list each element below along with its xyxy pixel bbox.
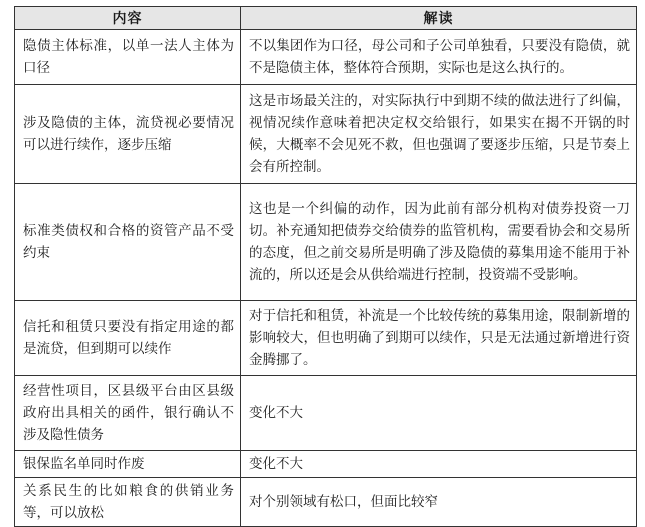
table-row — [15, 301, 637, 376]
row-content-cell: 银保监名单同时作废 — [15, 451, 241, 478]
row-interpretation-cell: 这也是一个纠偏的动作，因为此前有部分机构对债券投资一刀切。补充通知把债券交给债券的监管机构，需要看协会和交易所的态度，但之前交易所是明确了涉及隐债的募集用途不能用于补流的，所以还是会从供给端进行控制，投资端不受影响。 — [241, 184, 637, 301]
row-interpretation-cell: 变化不大 — [241, 451, 637, 478]
table-row — [15, 184, 637, 301]
row-content-cell: 经营性项目，区县级平台由区县级政府出具相关的函件，银行确认不涉及隐性债务 — [15, 376, 241, 451]
row-interpretation-cell: 对于信托和租赁，补流是一个比较传统的募集用途，限制新增的影响较大，但也明确了到期可以续作，只是无法通过新增进行资金腾挪了。 — [241, 301, 637, 376]
table-row — [15, 30, 637, 85]
table-row — [15, 478, 637, 527]
table-row — [15, 376, 637, 451]
header-content: 内容 — [15, 7, 241, 30]
row-interpretation-cell: 不以集团作为口径，母公司和子公司单独看，只要没有隐债，就不是隐债主体，整体符合预期，实际也是这么执行的。 — [241, 30, 637, 85]
table-row — [15, 451, 637, 478]
row-interpretation-cell: 这是市场最关注的，对实际执行中到期不续的做法进行了纠偏，视情况续作意味着把决定权交给银行，如果实在揭不开锅的时候，大概率不会见死不救，但也强调了要逐步压缩，只是节奏上会有所控制。 — [241, 85, 637, 184]
row-content-cell: 信托和租赁只要没有指定用途的都是流贷，但到期可以续作 — [15, 301, 241, 376]
header-interpretation: 解读 — [241, 7, 637, 30]
table-body — [15, 30, 637, 527]
row-content-cell: 隐债主体标准，以单一法人主体为口径 — [15, 30, 241, 85]
row-content-cell: 关系民生的比如粮食的供销业务等，可以放松 — [15, 478, 241, 527]
header-row — [15, 7, 637, 30]
table-header — [15, 7, 637, 30]
row-content-cell: 标准类债权和合格的资管产品不受约束 — [15, 184, 241, 301]
table-row — [15, 85, 637, 184]
row-interpretation-cell: 对个别领域有松口，但面比较窄 — [241, 478, 637, 527]
policy-interpretation-table — [14, 6, 637, 527]
row-content-cell: 涉及隐债的主体，流贷视必要情况可以进行续作，逐步压缩 — [15, 85, 241, 184]
row-interpretation-cell: 变化不大 — [241, 376, 637, 451]
